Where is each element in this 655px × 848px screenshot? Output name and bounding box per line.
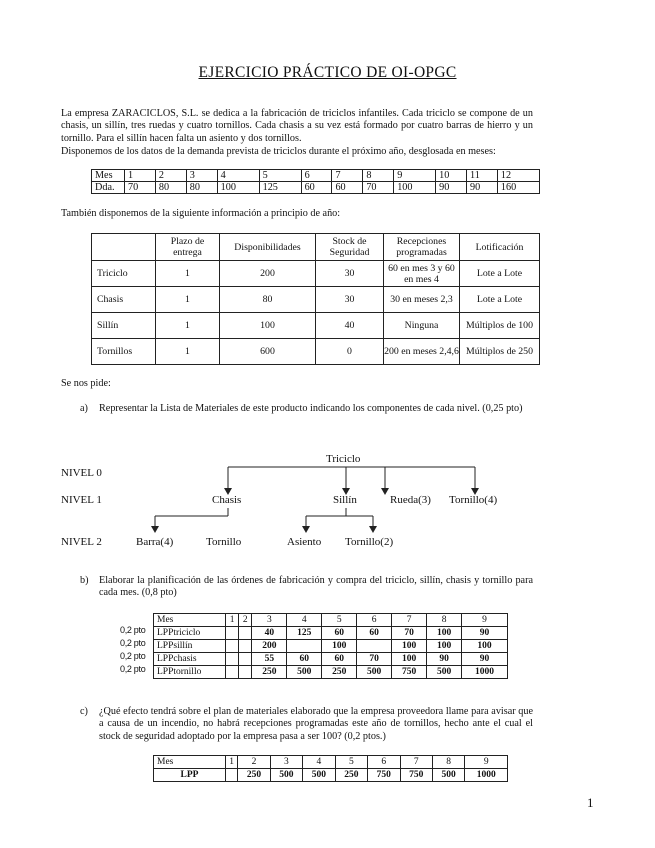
level-1-label: NIVEL 1 bbox=[61, 494, 102, 506]
cell: 90 bbox=[427, 653, 462, 666]
level-0-label: NIVEL 0 bbox=[61, 467, 102, 479]
row-name: Tornillos bbox=[92, 339, 156, 365]
cell: 500 bbox=[303, 769, 335, 782]
cell bbox=[226, 640, 239, 653]
demand-cell: 90 bbox=[436, 182, 467, 194]
cell: 100 bbox=[392, 653, 427, 666]
cell: 125 bbox=[287, 627, 322, 640]
cell: Lote a Lote bbox=[460, 261, 540, 287]
demand-cell: 100 bbox=[217, 182, 259, 194]
cell: 250 bbox=[322, 666, 357, 679]
cell bbox=[239, 666, 252, 679]
demand-cell: 70 bbox=[125, 182, 156, 194]
demand-cell: 125 bbox=[259, 182, 301, 194]
cell bbox=[226, 769, 238, 782]
header-cell: Recepciones programadas bbox=[384, 234, 460, 261]
cell: 1 bbox=[156, 261, 220, 287]
cell: 1 bbox=[156, 313, 220, 339]
month-cell: 5 bbox=[335, 756, 367, 769]
month-cell: 10 bbox=[436, 170, 467, 182]
demand-cell: 80 bbox=[186, 182, 217, 194]
month-cell: 1 bbox=[226, 614, 239, 627]
page-title: EJERCICIO PRÁCTICO DE OI-OPGC bbox=[198, 64, 457, 81]
info-intro: También disponemos de la siguiente información a principio de año: bbox=[61, 208, 341, 219]
month-cell: 7 bbox=[332, 170, 363, 182]
question-b-text: Elaborar la planificación de las órdenes de fabricación y compra del triciclo, sillín, chasis y tornillo para cada mes. (0,8 pto) bbox=[99, 575, 533, 599]
month-cell: 9 bbox=[394, 170, 436, 182]
table-row bbox=[154, 666, 508, 679]
cell: 600 bbox=[220, 339, 316, 365]
month-cell: 3 bbox=[252, 614, 287, 627]
row-name: Triciclo bbox=[92, 261, 156, 287]
score-label: 0,2 pto bbox=[120, 625, 146, 635]
month-cell: 11 bbox=[467, 170, 498, 182]
month-cell: 7 bbox=[392, 614, 427, 627]
page-number: 1 bbox=[587, 795, 594, 810]
demand-cell: 80 bbox=[155, 182, 186, 194]
cell: 100 bbox=[462, 640, 508, 653]
month-cell: 6 bbox=[357, 614, 392, 627]
cell bbox=[226, 653, 239, 666]
bom-node-asiento: Asiento bbox=[287, 536, 322, 548]
row-label: Dda. bbox=[92, 182, 125, 194]
cell: 750 bbox=[392, 666, 427, 679]
cell: 90 bbox=[462, 627, 508, 640]
cell: 60 bbox=[322, 627, 357, 640]
month-cell: 2 bbox=[238, 756, 270, 769]
header-cell: Disponibilidades bbox=[220, 234, 316, 261]
cell: 30 bbox=[316, 287, 384, 313]
table-row bbox=[154, 769, 508, 782]
bom-node-root: Triciclo bbox=[326, 453, 361, 465]
bom-node-rueda: Rueda(3) bbox=[390, 494, 431, 506]
cell: 200 bbox=[220, 261, 316, 287]
cell bbox=[239, 627, 252, 640]
cell: 500 bbox=[427, 666, 462, 679]
se-pide-label: Se nos pide: bbox=[61, 378, 111, 389]
cell: 40 bbox=[252, 627, 287, 640]
cell: 0 bbox=[316, 339, 384, 365]
cell: 500 bbox=[357, 666, 392, 679]
month-cell: 5 bbox=[259, 170, 301, 182]
header-label: Mes bbox=[154, 756, 226, 769]
bom-node-tornillo: Tornillo(4) bbox=[449, 494, 498, 506]
demand-cell: 90 bbox=[467, 182, 498, 194]
cell: 80 bbox=[220, 287, 316, 313]
intro-paragraph-2: Disponemos de los datos de la demanda prevista de triciclos durante el próximo año, desglosada en meses: bbox=[61, 146, 496, 157]
month-cell: 6 bbox=[301, 170, 332, 182]
month-cell: 6 bbox=[368, 756, 400, 769]
cell: 1000 bbox=[465, 769, 508, 782]
bom-node-barra: Barra(4) bbox=[136, 536, 174, 548]
demand-cell: 70 bbox=[363, 182, 394, 194]
month-cell: 8 bbox=[432, 756, 464, 769]
bom-node-tornillo-sillin: Tornillo(2) bbox=[345, 536, 394, 548]
month-cell: 5 bbox=[322, 614, 357, 627]
cell: 40 bbox=[316, 313, 384, 339]
month-cell: 9 bbox=[465, 756, 508, 769]
cell: 100 bbox=[427, 627, 462, 640]
cell: 100 bbox=[220, 313, 316, 339]
month-cell: 2 bbox=[155, 170, 186, 182]
cell: 500 bbox=[287, 666, 322, 679]
month-cell: 7 bbox=[400, 756, 432, 769]
header-cell: Lotificación bbox=[460, 234, 540, 261]
cell: 30 bbox=[316, 261, 384, 287]
row-label: LPPchasis bbox=[154, 653, 226, 666]
bom-node-sillin: Sillín bbox=[333, 494, 357, 506]
row-label: LPPsillín bbox=[154, 640, 226, 653]
score-label: 0,2 pto bbox=[120, 651, 146, 661]
row-label: LPP bbox=[154, 769, 226, 782]
question-a-letter: a) bbox=[80, 403, 88, 414]
question-c-text: ¿Qué efecto tendrá sobre el plan de materiales elaborado que la empresa proveedora llame para avisar que a causa de un incendio, no habrá recepciones programadas este año de tornillos, hecho ante el cual el stock de seguridad adoptado por la empresa pasa a ser 100? (0,2 ptos.) bbox=[99, 706, 533, 742]
cell: 750 bbox=[400, 769, 432, 782]
cell: 250 bbox=[252, 666, 287, 679]
row-name: Chasis bbox=[92, 287, 156, 313]
cell: 100 bbox=[427, 640, 462, 653]
cell: 60 en mes 3 y 60 en mes 4 bbox=[384, 261, 460, 287]
level-2-label: NIVEL 2 bbox=[61, 536, 102, 548]
cell bbox=[239, 653, 252, 666]
cell: 70 bbox=[357, 653, 392, 666]
cell: Lote a Lote bbox=[460, 287, 540, 313]
cell: 250 bbox=[335, 769, 367, 782]
score-label: 0,2 pto bbox=[120, 638, 146, 648]
row-label: LPPtornillo bbox=[154, 666, 226, 679]
cell: 1 bbox=[156, 287, 220, 313]
cell: 500 bbox=[270, 769, 302, 782]
cell: 60 bbox=[287, 653, 322, 666]
month-cell: 1 bbox=[226, 756, 238, 769]
header-cell: Stock de Seguridad bbox=[316, 234, 384, 261]
month-cell: 8 bbox=[363, 170, 394, 182]
cell: 60 bbox=[322, 653, 357, 666]
table-row bbox=[154, 627, 508, 640]
month-cell: 8 bbox=[427, 614, 462, 627]
month-cell: 3 bbox=[270, 756, 302, 769]
score-label: 0,2 pto bbox=[120, 664, 146, 674]
cell: 90 bbox=[462, 653, 508, 666]
bom-node-tornillo-chasis: Tornillo bbox=[206, 536, 242, 548]
demand-cell: 60 bbox=[332, 182, 363, 194]
bom-node-chasis: Chasis bbox=[212, 494, 242, 506]
cell bbox=[287, 640, 322, 653]
month-cell: 4 bbox=[217, 170, 259, 182]
cell: 100 bbox=[322, 640, 357, 653]
cell: 55 bbox=[252, 653, 287, 666]
demand-cell: 160 bbox=[497, 182, 539, 194]
c-table bbox=[153, 755, 508, 782]
question-c-letter: c) bbox=[80, 706, 88, 717]
cell: 750 bbox=[368, 769, 400, 782]
month-cell: 12 bbox=[497, 170, 539, 182]
intro-paragraph: La empresa ZARACICLOS, S.L. se dedica a la fabricación de triciclos infantiles. Cada triciclo se compone de un chasis, un sillín, tres ruedas y cuatro tornillos. Cada chasis a su vez está formado por cuatro barras de hierro y un tornillo. Para el sillín hacen falta un asiento y dos tornillos. bbox=[61, 108, 533, 144]
demand-cell: 60 bbox=[301, 182, 332, 194]
cell: 30 en meses 2,3 bbox=[384, 287, 460, 313]
month-cell: 4 bbox=[287, 614, 322, 627]
header-label: Mes bbox=[154, 614, 226, 627]
cell: Múltiplos de 100 bbox=[460, 313, 540, 339]
row-name: Sillín bbox=[92, 313, 156, 339]
table-row bbox=[154, 640, 508, 653]
cell: 60 bbox=[357, 627, 392, 640]
cell: 100 bbox=[392, 640, 427, 653]
cell: 200 en meses 2,4,6 bbox=[384, 339, 460, 365]
cell bbox=[239, 640, 252, 653]
cell bbox=[226, 627, 239, 640]
cell bbox=[226, 666, 239, 679]
cell: 1 bbox=[156, 339, 220, 365]
plan-table bbox=[153, 613, 508, 679]
cell bbox=[357, 640, 392, 653]
cell: 200 bbox=[252, 640, 287, 653]
question-a-text: Representar la Lista de Materiales de este producto indicando los componentes de cada nivel. (0,25 pto) bbox=[99, 403, 523, 414]
cell: 70 bbox=[392, 627, 427, 640]
table-header-row bbox=[154, 614, 508, 627]
row-label: Mes bbox=[92, 170, 125, 182]
cell: 250 bbox=[238, 769, 270, 782]
table-header-row bbox=[154, 756, 508, 769]
month-cell: 3 bbox=[186, 170, 217, 182]
table-row bbox=[154, 653, 508, 666]
header-cell: Plazo de entrega bbox=[156, 234, 220, 261]
month-cell: 9 bbox=[462, 614, 508, 627]
cell: Múltiplos de 250 bbox=[460, 339, 540, 365]
cell: 500 bbox=[432, 769, 464, 782]
question-b-letter: b) bbox=[80, 575, 89, 586]
cell: 1000 bbox=[462, 666, 508, 679]
month-cell: 4 bbox=[303, 756, 335, 769]
demand-cell: 100 bbox=[394, 182, 436, 194]
cell: Ninguna bbox=[384, 313, 460, 339]
month-cell: 1 bbox=[125, 170, 156, 182]
month-cell: 2 bbox=[239, 614, 252, 627]
row-label: LPPtriciclo bbox=[154, 627, 226, 640]
